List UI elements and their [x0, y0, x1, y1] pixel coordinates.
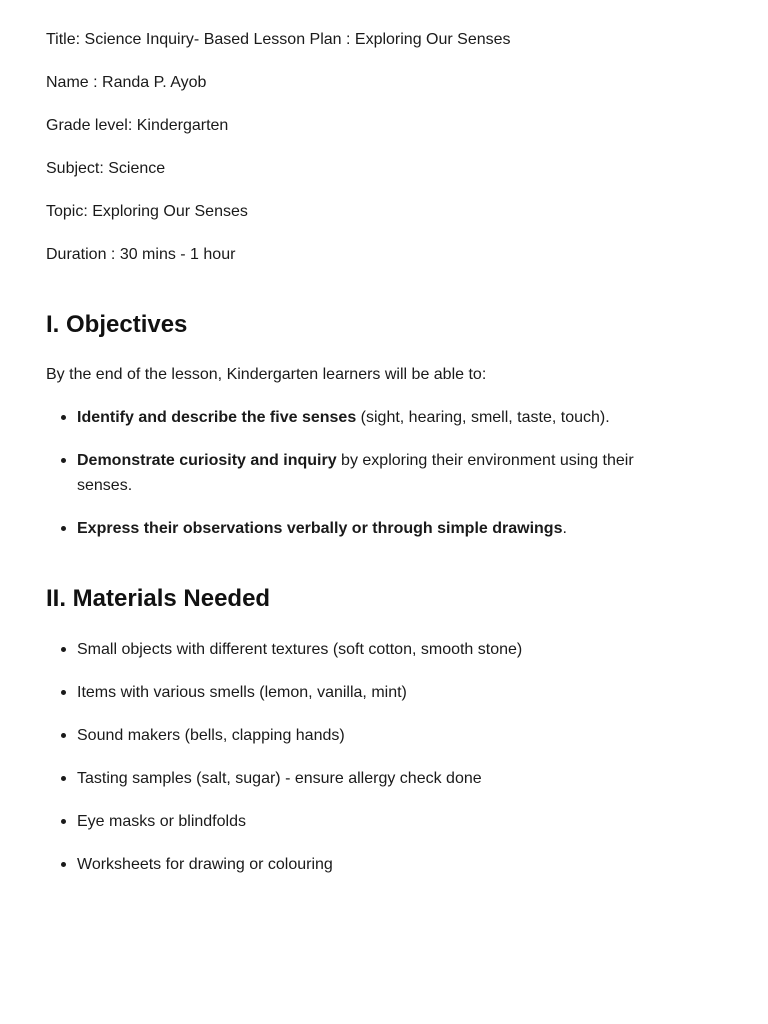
bullet-icon [61, 819, 66, 824]
objective-item [46, 516, 686, 541]
objective-item [46, 405, 686, 430]
material-item [46, 852, 686, 877]
bullet-icon [61, 690, 66, 695]
duration: Duration : 30 mins - 1 hour [46, 246, 236, 263]
bullet-icon [61, 862, 66, 867]
objective-bold: Demonstrate curiosity and inquiry [77, 452, 337, 469]
material-text: Worksheets for drawing or colouring [77, 856, 333, 873]
material-text: Small objects with different textures (soft cotton, smooth stone) [77, 641, 523, 658]
grade-level: Grade level: Kindergarten [46, 117, 229, 134]
bullet-icon [61, 526, 66, 531]
objective-text: . [562, 520, 567, 537]
material-item [46, 723, 686, 748]
bullet-icon [61, 415, 66, 420]
material-text: Items with various smells (lemon, vanilla, mint) [77, 684, 407, 701]
material-item [46, 680, 686, 705]
bullet-icon [61, 647, 66, 652]
objectives-heading: I. Objectives [46, 311, 188, 338]
subject: Subject: Science [46, 160, 166, 177]
objectives-list [46, 405, 686, 559]
objective-item [46, 448, 686, 498]
author-name: Name : Randa P. Ayob [46, 74, 207, 91]
objective-bold: Identify and describe the five senses [77, 409, 357, 426]
material-item [46, 766, 686, 791]
materials-heading: II. Materials Needed [46, 585, 271, 612]
bullet-icon [61, 776, 66, 781]
material-item [46, 637, 686, 662]
topic: Topic: Exploring Our Senses [46, 203, 248, 220]
lesson-title: Title: Science Inquiry- Based Lesson Plan : Exploring Our Senses [46, 31, 511, 48]
bullet-icon [61, 733, 66, 738]
objective-text: (sight, hearing, smell, taste, touch). [356, 409, 610, 426]
material-text: Eye masks or blindfolds [77, 813, 246, 830]
material-text: Sound makers (bells, clapping hands) [77, 727, 345, 744]
materials-list [46, 637, 686, 895]
objective-text: by exploring their environment using their senses. [77, 452, 634, 494]
material-text: Tasting samples (salt, sugar) - ensure allergy check done [77, 770, 482, 787]
bullet-icon [61, 458, 66, 463]
material-item [46, 809, 686, 834]
objectives-intro: By the end of the lesson, Kindergarten learners will be able to: [46, 366, 487, 383]
objective-bold: Express their observations verbally or through simple drawings [77, 520, 563, 537]
